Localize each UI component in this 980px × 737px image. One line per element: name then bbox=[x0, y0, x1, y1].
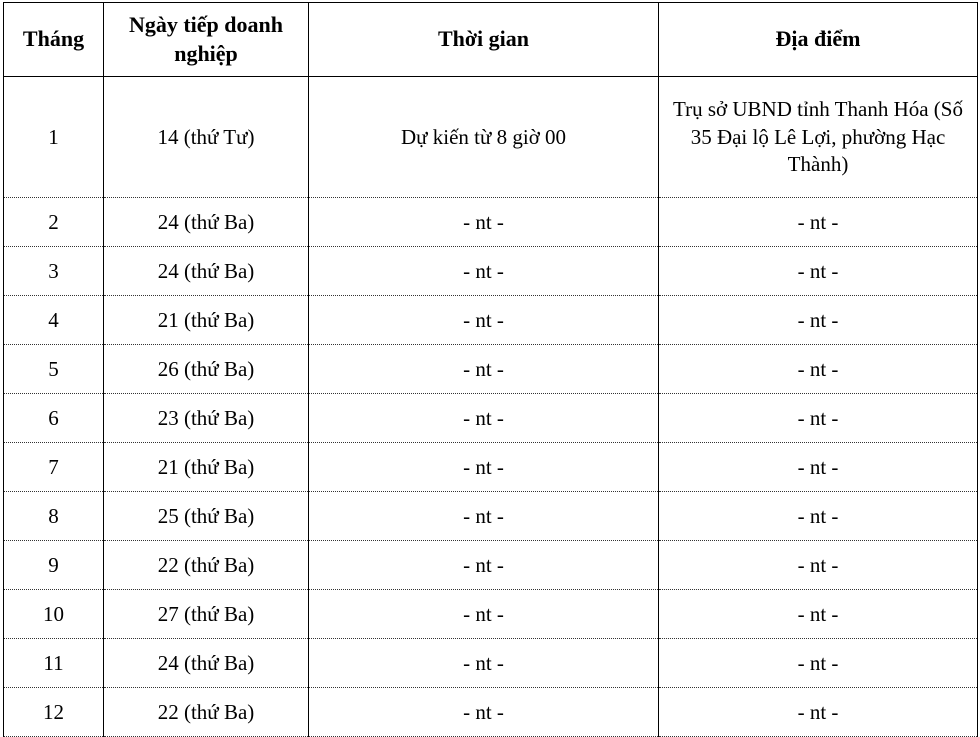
business-reception-schedule-table bbox=[3, 2, 978, 737]
cell-place: - nt - bbox=[659, 688, 978, 737]
cell-place: - nt - bbox=[659, 443, 978, 492]
cell-month: 10 bbox=[4, 590, 104, 639]
cell-place: Trụ sở UBND tỉnh Thanh Hóa (Số 35 Đại lộ Lê Lợi, phường Hạc Thành) bbox=[659, 77, 978, 198]
table-row bbox=[4, 296, 978, 345]
cell-time: - nt - bbox=[309, 345, 659, 394]
cell-place: - nt - bbox=[659, 247, 978, 296]
cell-time: - nt - bbox=[309, 688, 659, 737]
cell-place: - nt - bbox=[659, 345, 978, 394]
cell-month: 1 bbox=[4, 77, 104, 198]
cell-month: 7 bbox=[4, 443, 104, 492]
cell-time: - nt - bbox=[309, 590, 659, 639]
cell-time: - nt - bbox=[309, 394, 659, 443]
column-header-month: Tháng bbox=[4, 3, 104, 77]
cell-place: - nt - bbox=[659, 296, 978, 345]
table-row bbox=[4, 247, 978, 296]
table-row bbox=[4, 443, 978, 492]
cell-place: - nt - bbox=[659, 541, 978, 590]
cell-day: 26 (thứ Ba) bbox=[104, 345, 309, 394]
cell-month: 9 bbox=[4, 541, 104, 590]
cell-time: - nt - bbox=[309, 296, 659, 345]
cell-day: 27 (thứ Ba) bbox=[104, 590, 309, 639]
table-header-row bbox=[4, 3, 978, 77]
cell-place: - nt - bbox=[659, 198, 978, 247]
cell-time: - nt - bbox=[309, 639, 659, 688]
cell-day: 22 (thứ Ba) bbox=[104, 541, 309, 590]
table-header bbox=[4, 3, 978, 77]
cell-day: 14 (thứ Tư) bbox=[104, 77, 309, 198]
column-header-time: Thời gian bbox=[309, 3, 659, 77]
cell-day: 23 (thứ Ba) bbox=[104, 394, 309, 443]
cell-day: 24 (thứ Ba) bbox=[104, 639, 309, 688]
cell-day: 22 (thứ Ba) bbox=[104, 688, 309, 737]
cell-month: 2 bbox=[4, 198, 104, 247]
cell-place: - nt - bbox=[659, 394, 978, 443]
table-row bbox=[4, 198, 978, 247]
table-row bbox=[4, 77, 978, 198]
table-row bbox=[4, 345, 978, 394]
cell-month: 5 bbox=[4, 345, 104, 394]
cell-month: 4 bbox=[4, 296, 104, 345]
cell-day: 24 (thứ Ba) bbox=[104, 198, 309, 247]
table-row bbox=[4, 541, 978, 590]
cell-time: - nt - bbox=[309, 492, 659, 541]
cell-month: 8 bbox=[4, 492, 104, 541]
cell-time: - nt - bbox=[309, 247, 659, 296]
table-row bbox=[4, 394, 978, 443]
cell-day: 24 (thứ Ba) bbox=[104, 247, 309, 296]
cell-time: - nt - bbox=[309, 443, 659, 492]
cell-place: - nt - bbox=[659, 639, 978, 688]
cell-time: - nt - bbox=[309, 541, 659, 590]
column-header-day: Ngày tiếp doanh nghiệp bbox=[104, 3, 309, 77]
table-row bbox=[4, 688, 978, 737]
cell-time: - nt - bbox=[309, 198, 659, 247]
cell-month: 11 bbox=[4, 639, 104, 688]
cell-time: Dự kiến từ 8 giờ 00 bbox=[309, 77, 659, 198]
column-header-place: Địa điểm bbox=[659, 3, 978, 77]
table-row bbox=[4, 590, 978, 639]
cell-place: - nt - bbox=[659, 590, 978, 639]
cell-place: - nt - bbox=[659, 492, 978, 541]
cell-month: 6 bbox=[4, 394, 104, 443]
cell-day: 21 (thứ Ba) bbox=[104, 443, 309, 492]
table-row bbox=[4, 639, 978, 688]
cell-month: 12 bbox=[4, 688, 104, 737]
cell-day: 25 (thứ Ba) bbox=[104, 492, 309, 541]
cell-month: 3 bbox=[4, 247, 104, 296]
cell-day: 21 (thứ Ba) bbox=[104, 296, 309, 345]
table-row bbox=[4, 492, 978, 541]
